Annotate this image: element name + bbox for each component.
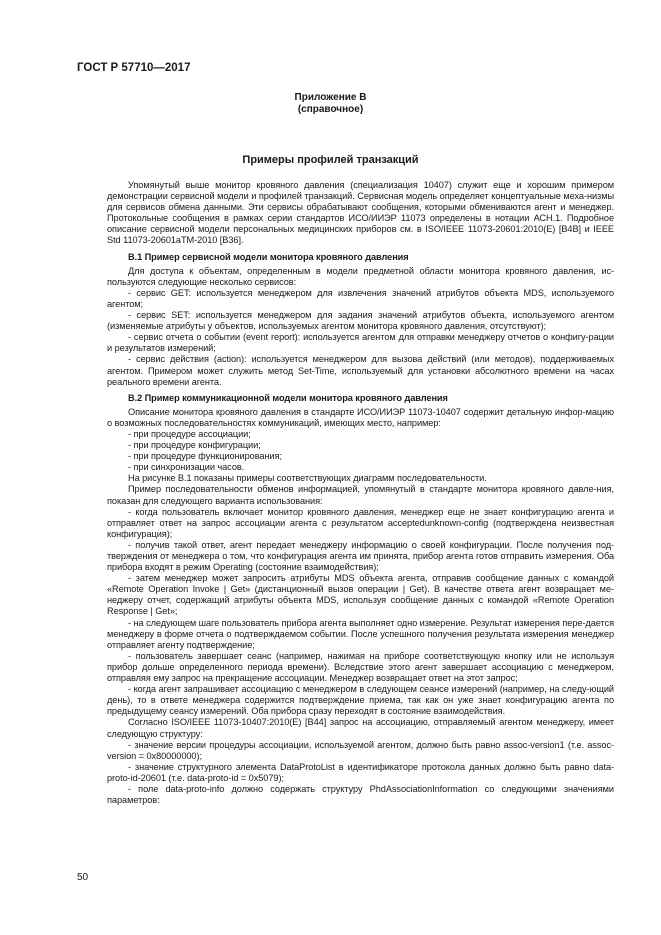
list-item: - при процедуре функционирования; — [128, 451, 282, 462]
list-item: - пользователь завершает сеанс (например, нажимая на приборе соответствующую кнопку или не используя прибор дольше определенного периода времени). Вследствие этого агент завершает ассоциацию с менеджером, отправляя ему запрос на прекращение ассоциации. Менеджер возвращает ответ на этот запрос; — [107, 650, 614, 684]
list-item: - когда агент запрашивает ассоциацию с менеджером в следующем сеансе измерений (например, на следу-ющий день), то в ответе менеджера содержится подтверждение приема, так как он уже знает конфигурацию агента по предыдущему сеансу измерений. Оба прибора сразу переходят в состояние взаимодействия. — [107, 684, 614, 717]
page-number: 50 — [77, 872, 89, 883]
section-heading-b1: В.1 Пример сервисной модели монитора кровяного давления — [128, 251, 409, 262]
list-item: - при синхронизации часов. — [128, 462, 245, 473]
list-item: - при процедуре конфигурации; — [128, 440, 261, 451]
list-item: - сервис действия (action): используется менеджером для вызова действий (или методов), поддерживаемых агентом. Примером может служить метод Set-Time, используемый для установки абсолютного времени на часах реального времени агента. — [107, 354, 614, 387]
paragraph: Пример последовательности обменов информацией, упомянутый в стандарте монитора кровяного давле-ния, показан для следующего варианта использования: — [107, 484, 614, 506]
paragraph: На рисунке В.1 показаны примеры соответствующих диаграмм последовательности. — [128, 473, 487, 484]
list-item: - поле data-proto-info должно содержать структуру PhdAssociationInformation со следующими значениями параметров: — [107, 783, 614, 806]
paragraph: Для доступа к объектам, определенным в модели предметной области монитора кровяного давления, ис-пользуются следующие несколько сервисов: — [107, 265, 614, 287]
list-item: - сервис SET: используется менеджером для задания значений атрибутов объекта, используемого агентом (изменяемые атрибуты у объектов, используемых агентом монитора кровяного давления, отсутствуют); — [107, 310, 614, 332]
paragraph: Описание монитора кровяного давления в стандарте ИСО/ИИЭР 11073-10407 содержит детальную инфор-мацию о возможных последовательностях коммуникаций, имеющих место, например: — [107, 406, 614, 428]
list-item: - значение структурного элемента DataProtoList в идентификаторе протокола данных должно быть равно data-proto-id-20601 (т.е. data-proto-id = 0x5079); — [107, 761, 614, 783]
list-item: - сервис отчета о событии (event report): используется агентом для отправки менеджеру отчетов о конфигу-рации и результатов измерений; — [107, 332, 614, 354]
list-item: - на следующем шаге пользователь прибора агента выполняет одно измерение. Результат измерения пере-дается менеджеру в форме отчета о подтверждаемом событии. После успешного получения результата измерения менеджер отправляет агенту подтверждение; — [107, 617, 614, 650]
document-title: Примеры профилей транзакций — [242, 154, 419, 166]
body-text — [107, 180, 614, 806]
list-item: - когда пользователь включает монитор кровяного давления, менеджер еще не знает конфигурацию агента и отправляет ответ на запрос ассоциации агента с результатом acceptedunknown-config (подтверждена неизвестная конфигурация); — [107, 506, 614, 539]
paragraph-intro: Упомянутый выше монитор кровяного давления (специализация 10407) служит еще и хорошим примером демонстрации сервисной модели и профилей транзакций. Сервисная модель определяет концептуальные меха-низмы для сервисов обмена данными. Эти сервисы обрабатывают сообщения, которыми обмениваются агент и менеджер. Протокольные сообщения в рамках серии стандартов ИСО/ИИЭР 11073 определены в нотации АСН.1. Подробное описание сервисной модели персональных медицинских приборов см. в ISO/IEEE 11073-20601:2010(E) [B4B] и IEEE Std 11073-20601aTM-2010 [B36]. — [107, 180, 614, 246]
paragraph: Согласно ISO/IEEE 11073-10407:2010(E) [B44] запрос на ассоциацию, отправляемый агентом менеджеру, имеет следующую структуру: — [107, 717, 614, 739]
list-item: - значение версии процедуры ассоциации, используемой агентом, должно быть равно assoc-version1 (т.е. assoc-version = 0x80000000); — [107, 739, 614, 761]
list-item: - получив такой ответ, агент передает менеджеру информацию о своей конфигурации. После получения под-тверждения от менеджера о том, что конфигурация агента им принята, прибор агента готов отправить измерения. Оба прибора входят в режим Operating (состояние взаимодействия); — [107, 539, 614, 573]
list-item: - при процедуре ассоциации; — [128, 428, 251, 439]
standard-header: ГОСТ Р 57710—2017 — [77, 62, 191, 74]
list-item: - сервис GET: используется менеджером для извлечения значений атрибутов объекта MDS, используемого агентом; — [107, 287, 614, 309]
section-heading-b2: В.2 Пример коммуникационной модели монитора кровяного давления — [128, 392, 448, 403]
appendix-title: Приложение В — [294, 92, 367, 103]
appendix-subtitle: (справочное) — [297, 104, 364, 115]
list-item: - затем менеджер может запросить атрибуты MDS объекта агента, отправив сообщение данных с командой «Remote Operation Invoke | Get» (дистанционный вызов операции | Get). В качестве ответа агент возвращает ме-неджеру отчет, содержащий атрибуты объекта MDS, используя сообщение данных с командой «Remote Operation Response | Get»; — [107, 573, 614, 617]
